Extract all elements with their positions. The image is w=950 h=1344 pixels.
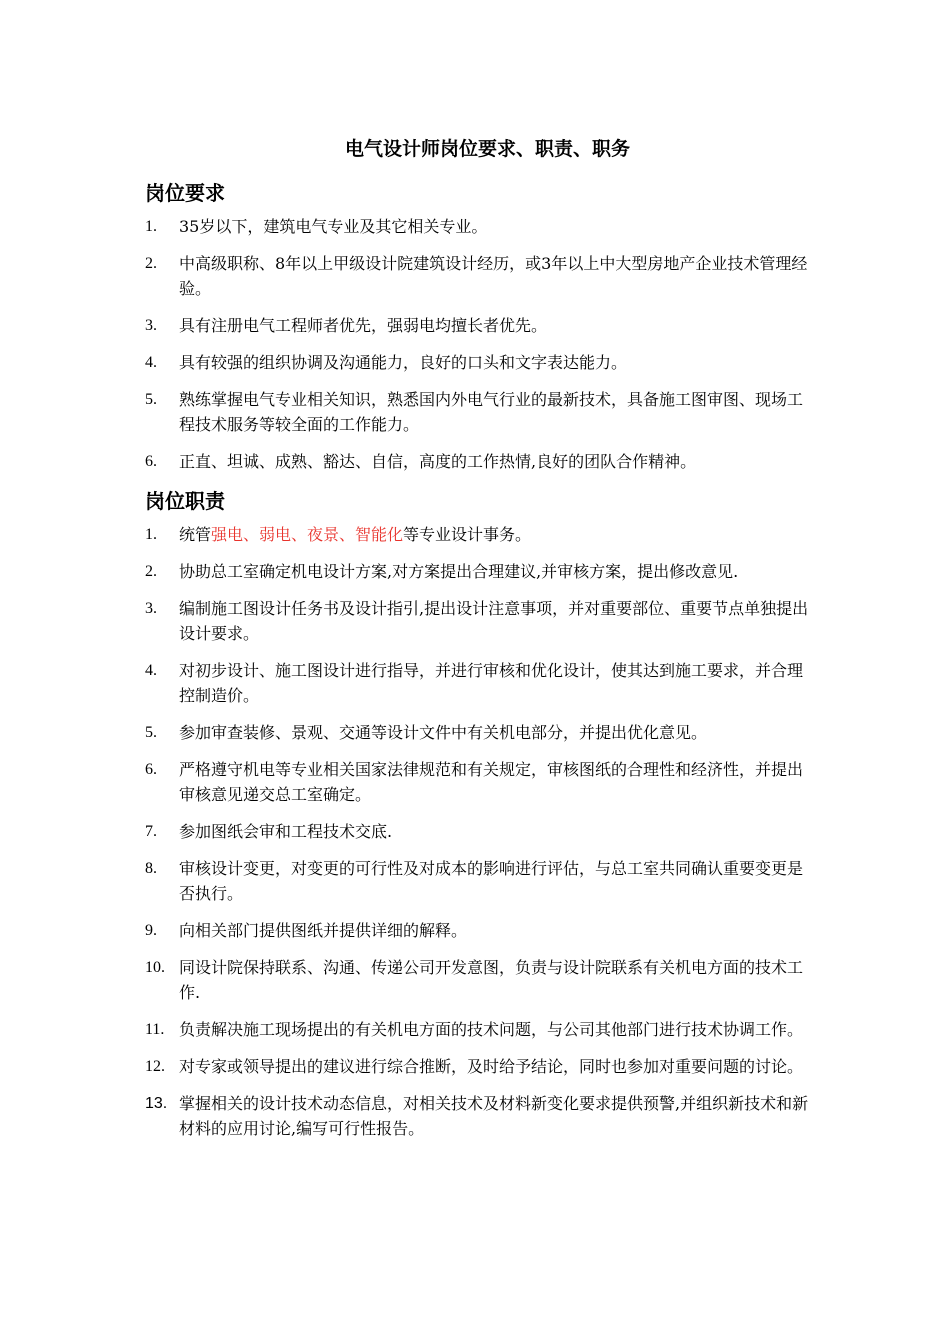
item-number: 6.: [145, 453, 157, 470]
list-item: [145, 1091, 810, 1141]
item-number: 13.: [145, 1095, 168, 1112]
item-number: 5.: [145, 391, 157, 408]
item-number: 1.: [145, 218, 157, 235]
duties-list: [145, 522, 810, 1141]
list-item: [145, 214, 810, 239]
item-text: 审核设计变更，对变更的可行性及对成本的影响进行评估，与总工室共同确认重要变更是否执行。: [179, 859, 804, 903]
requirements-list: [145, 214, 810, 474]
item-text: 负责解决施工现场提出的有关机电方面的技术问题，与公司其他部门进行技术协调工作。: [179, 1020, 804, 1039]
item-number: 2.: [145, 255, 157, 272]
list-item: [145, 449, 810, 474]
item-number: 4.: [145, 354, 157, 371]
item-text: 掌握相关的设计技术动态信息，对相关技术及材料新变化要求提供预警,并组织新技术和新材料的应用讨论,编写可行性报告。: [179, 1094, 809, 1138]
item-number: 9.: [145, 922, 157, 939]
item-text: 正直、坦诚、成熟、豁达、自信，高度的工作热情,良好的团队合作精神。: [179, 452, 697, 471]
item-text: 对专家或领导提出的建议进行综合推断，及时给予结论，同时也参加对重要问题的讨论。: [179, 1057, 804, 1076]
item-number: 10.: [145, 959, 165, 976]
item-text: 具有注册电气工程师者优先，强弱电均擅长者优先。: [179, 316, 548, 335]
item-number: 11.: [145, 1021, 165, 1038]
item-number: 3.: [145, 600, 157, 617]
item-text: 协助总工室确定机电设计方案,对方案提出合理建议,并审核方案，提出修改意见.: [179, 562, 739, 581]
list-item: [145, 350, 810, 375]
item-number: 4.: [145, 662, 157, 679]
item-text: 35岁以下，建筑电气专业及其它相关专业。: [179, 217, 488, 236]
highlighted-text: 强电、弱电、夜景、智能化: [211, 525, 404, 544]
list-item: [145, 313, 810, 338]
item-number: 7.: [145, 823, 157, 840]
item-text: 中高级职称、8年以上甲级设计院建筑设计经历，或3年以上中大型房地产企业技术管理经验。: [179, 254, 808, 298]
item-text: 编制施工图设计任务书及设计指引,提出设计注意事项，并对重要部位、重要节点单独提出设计要求。: [179, 599, 809, 643]
list-item: [145, 387, 810, 437]
list-item: [145, 1017, 810, 1042]
list-item: [145, 918, 810, 943]
list-item: [145, 757, 810, 807]
list-item: [145, 658, 810, 708]
list-item: [145, 522, 810, 547]
list-item: [145, 596, 810, 646]
item-number: 8.: [145, 860, 157, 877]
list-item: [145, 559, 810, 584]
item-text: 严格遵守机电等专业相关国家法律规范和有关规定，审核图纸的合理性和经济性，并提出审核意见递交总工室确定。: [179, 760, 804, 804]
list-item: [145, 720, 810, 745]
item-text-before: 统管: [179, 525, 212, 544]
item-number: 5.: [145, 724, 157, 741]
item-number: 6.: [145, 761, 157, 778]
item-text: 具有较强的组织协调及沟通能力，良好的口头和文字表达能力。: [179, 353, 628, 372]
item-text: 向相关部门提供图纸并提供详细的解释。: [179, 921, 468, 940]
list-item: [145, 1054, 810, 1079]
item-text: 参加审查装修、景观、交通等设计文件中有关机电部分，并提出优化意见。: [179, 723, 708, 742]
item-text-after: 等专业设计事务。: [403, 525, 532, 544]
section-heading-duties: 岗位职责: [145, 489, 225, 513]
item-text: 参加图纸会审和工程技术交底.: [179, 822, 393, 841]
item-number: 1.: [145, 526, 157, 543]
item-number: 3.: [145, 317, 157, 334]
item-number: 12.: [145, 1058, 165, 1075]
item-text: 同设计院保持联系、沟通、传递公司开发意图，负责与设计院联系有关机电方面的技术工作.: [179, 958, 804, 1002]
item-text: 熟练掌握电气专业相关知识，熟悉国内外电气行业的最新技术，具备施工图审图、现场工程技术服务等较全面的工作能力。: [179, 390, 804, 434]
list-item: [145, 819, 810, 844]
item-text: 对初步设计、施工图设计进行指导，并进行审核和优化设计，使其达到施工要求，并合理控制造价。: [179, 661, 804, 705]
page-title: 电气设计师岗位要求、职责、职务: [344, 138, 630, 160]
list-item: [145, 251, 810, 301]
section-heading-requirements: 岗位要求: [145, 181, 225, 205]
list-item: [145, 955, 810, 1005]
list-item: [145, 856, 810, 906]
item-number: 2.: [145, 563, 157, 580]
